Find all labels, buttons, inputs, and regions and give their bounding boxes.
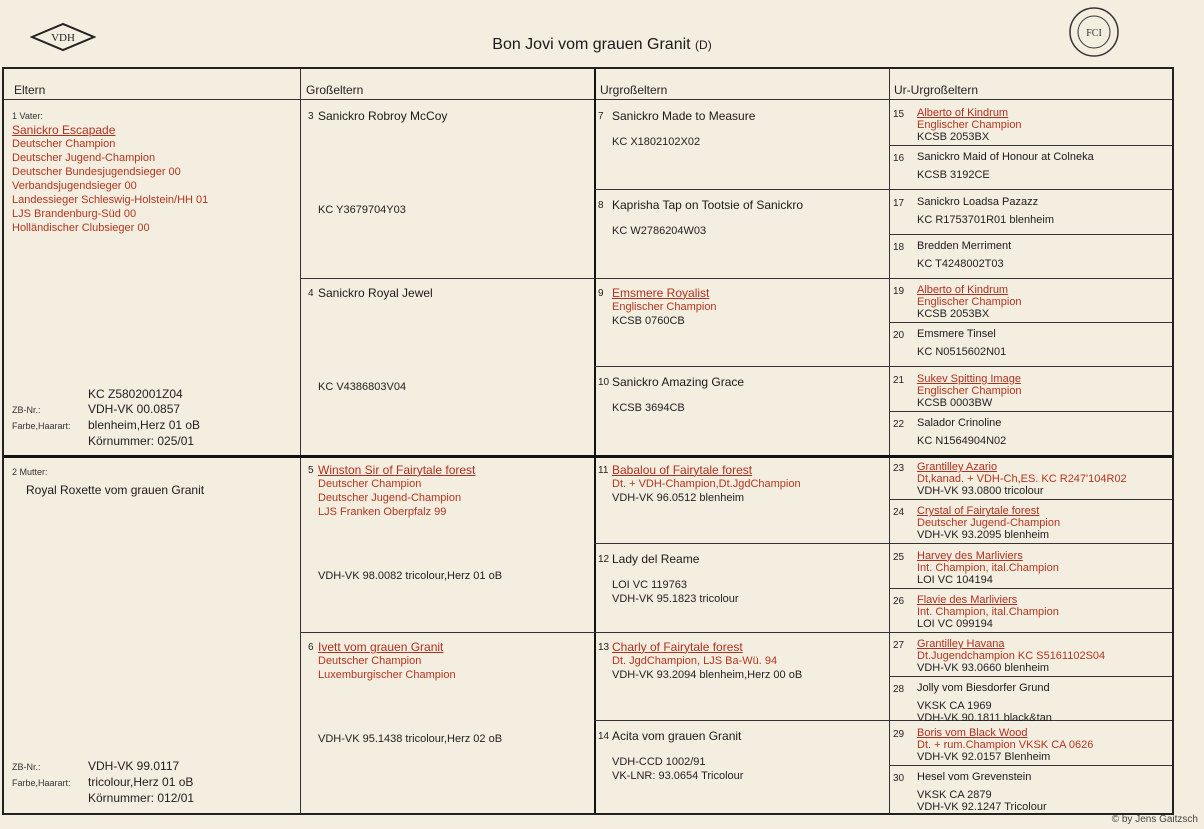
fci-seal <box>1062 6 1126 58</box>
ancestor-cell <box>612 463 882 505</box>
ancestor-title: Deutscher Jugend-Champion <box>917 517 1061 530</box>
row-divider <box>889 499 1172 500</box>
ancestor-cell <box>318 286 588 394</box>
ancestor-title: Deutscher Champion <box>318 655 422 667</box>
ancestor-cell <box>318 109 588 217</box>
registration-number: KCSB 0003BW <box>917 396 993 409</box>
ancestor-name: Boris vom Black Wood <box>917 726 1028 739</box>
dam-zb-number: VDH-VK 99.0117 <box>88 759 180 773</box>
ancestor-title: Englischer Champion <box>612 301 717 313</box>
ancestor-cell <box>917 505 1172 541</box>
ancestor-title: Englischer Champion <box>917 384 1022 397</box>
ancestor-name: Grantilley Havana <box>917 638 1005 650</box>
registration-number: VDH-VK 93.0800 tricolour <box>917 485 1044 497</box>
ancestor-title: Englischer Champion <box>917 119 1022 131</box>
ancestor-title: Deutscher Champion <box>318 478 422 490</box>
sire-title: Deutscher Champion <box>12 138 116 150</box>
registration-number: VDH-VK 95.1823 tricolour <box>612 592 739 605</box>
ancestor-name: Kaprisha Tap on Tootsie of Sanickro <box>612 197 804 212</box>
ancestor-registration <box>612 401 882 415</box>
zb-label: ZB-Nr.: <box>12 405 41 415</box>
registration-number: VDH-VK 96.0512 blenheim <box>612 492 745 504</box>
registration-number: VKSK CA 2879 <box>917 788 992 801</box>
ancestor-number: 8 <box>598 199 604 211</box>
ancestor-number: 9 <box>598 288 604 299</box>
column-header-urgrosseltern: Urgroßeltern <box>600 83 668 97</box>
column-divider <box>594 69 596 813</box>
sire-name: Sanickro Escapade <box>12 123 116 137</box>
pedigree-table <box>2 67 1174 815</box>
registration-number: KC R1753701R01 blenheim <box>917 213 1054 226</box>
ancestor-number: 4 <box>308 288 314 299</box>
ancestor-registration <box>612 668 882 682</box>
ancestor-cell <box>917 550 1172 586</box>
row-divider <box>300 632 1172 633</box>
ancestor-cell <box>917 151 1172 181</box>
sire-registration <box>12 387 297 449</box>
registration-number: VDH-VK 95.1438 tricolour,Herz 02 oB <box>318 733 503 745</box>
sire-kc-number: KC Z5802001Z04 <box>88 387 183 401</box>
registration-number: KC X1802102X02 <box>612 136 701 148</box>
sire-koernummer: Körnummer: 025/01 <box>88 434 195 448</box>
row-divider <box>594 189 1172 190</box>
registration-number: KCSB 3694CB <box>612 401 685 414</box>
ancestor-registration <box>917 700 1172 724</box>
registration-number: VDH-VK 90.1811 black&tan <box>917 712 1052 725</box>
row-divider <box>889 411 1172 412</box>
column-divider <box>889 69 890 813</box>
ancestor-cell <box>612 640 882 682</box>
ancestor-title: Englischer Champion <box>917 296 1022 308</box>
ancestor-cell <box>917 328 1172 358</box>
sire-zb-number: VDH-VK 00.0857 <box>88 402 181 416</box>
dam-name: Royal Roxette vom grauen Granit <box>26 483 205 497</box>
row-divider <box>889 322 1172 323</box>
ancestor-name: Grantilley Azario <box>917 461 998 473</box>
ancestor-name: Flavie des Marliviers <box>917 593 1018 606</box>
row-divider <box>300 278 1172 279</box>
ancestor-registration <box>612 224 882 238</box>
ancestor-number: 3 <box>308 111 314 122</box>
ancestor-number: 11 <box>598 465 609 476</box>
ancestor-registration <box>917 397 1172 409</box>
ancestor-registration <box>917 435 1172 447</box>
ancestor-number: 20 <box>893 330 905 342</box>
ancestor-number: 15 <box>893 109 905 120</box>
ancestor-registration <box>612 314 882 328</box>
ancestor-name: Charly of Fairytale forest <box>612 640 743 654</box>
ancestor-registration <box>917 618 1172 630</box>
ancestor-registration <box>917 169 1172 181</box>
registration-number: VDH-VK 93.2094 blenheim,Herz 00 oB <box>612 669 803 681</box>
sire-title: LJS Brandenburg-Süd 00 <box>12 208 137 220</box>
row-divider <box>889 234 1172 235</box>
ancestor-number: 25 <box>893 551 905 563</box>
sire-title: Deutscher Bundesjugendsieger 00 <box>12 166 181 178</box>
fci-seal-text: FCI <box>1086 28 1102 39</box>
registration-number: VDH-CCD 1002/91 <box>612 755 706 768</box>
registration-number: KC N0515602N01 <box>917 346 1007 359</box>
ancestor-registration <box>917 789 1172 813</box>
ancestor-name: Sukev Spitting Image <box>917 372 1021 385</box>
ancestor-number: 29 <box>893 728 905 740</box>
ancestor-title: Dt.Jugendchampion KC S5161102S04 <box>917 650 1106 662</box>
ancestor-number: 24 <box>893 507 905 519</box>
ancestor-name: Sanickro Loadsa Pazazz <box>917 195 1039 208</box>
ancestor-name: Sanickro Amazing Grace <box>612 374 745 389</box>
ancestor-registration <box>612 755 882 783</box>
ancestor-cell <box>917 638 1172 674</box>
dam-cell <box>12 465 292 497</box>
ancestor-name: Ivett vom grauen Granit <box>318 640 444 654</box>
sire-title: Deutscher Jugend-Champion <box>12 152 156 164</box>
ancestor-name: Sanickro Made to Measure <box>612 109 756 123</box>
ancestor-registration <box>917 308 1172 320</box>
ancestor-name: Emsmere Tinsel <box>917 328 996 341</box>
ancestor-cell <box>917 196 1172 226</box>
ancestor-registration <box>612 135 882 149</box>
ancestor-cell <box>612 198 882 238</box>
ancestor-name: Sanickro Robroy McCoy <box>318 109 448 123</box>
registration-number: LOI VC 119763 <box>612 578 688 591</box>
ancestor-number: 30 <box>893 772 905 784</box>
column-divider <box>300 69 301 813</box>
ancestor-name: Emsmere Royalist <box>612 286 710 300</box>
ancestor-title: Int. Champion, ital.Champion <box>917 561 1059 574</box>
ancestor-registration <box>917 131 1172 143</box>
registration-number: KC N1564904N02 <box>917 434 1007 447</box>
ancestor-cell <box>318 463 588 583</box>
ancestor-name: Jolly vom Biesdorfer Grund <box>917 682 1050 695</box>
ancestor-registration <box>917 485 1172 497</box>
registration-number: KC T4248002T03 <box>917 257 1004 270</box>
ancestor-name: Hesel vom Grevenstein <box>917 770 1032 783</box>
ancestor-registration <box>917 258 1172 270</box>
ancestor-registration <box>318 569 588 583</box>
registration-number: VKSK CA 1969 <box>917 700 992 713</box>
ancestor-name: Sanickro Royal Jewel <box>318 286 433 300</box>
ancestor-registration <box>917 751 1172 763</box>
ancestor-number: 18 <box>893 241 905 253</box>
registration-number: VDH-VK 98.0082 tricolour,Herz 01 oB <box>318 570 503 582</box>
column-header-grosseltern: Großeltern <box>306 83 364 97</box>
ancestor-title: Dt,kanad. + VDH-Ch,ES. KC R247'104R02 <box>917 473 1127 485</box>
registration-number: KCSB 3192CE <box>917 169 990 182</box>
registration-number: VDH-VK 92.0157 Blenheim <box>917 750 1051 763</box>
ancestor-number: 16 <box>893 153 905 165</box>
ancestor-number: 27 <box>893 640 905 651</box>
column-header-ur-urgrosseltern: Ur-Urgroßeltern <box>894 83 979 97</box>
row-divider <box>594 543 1172 544</box>
ancestor-number: 13 <box>598 642 610 653</box>
ancestor-name: Harvey des Marliviers <box>917 549 1023 562</box>
dam-color: tricolour,Herz 01 oB <box>88 775 194 789</box>
row-divider <box>594 366 1172 367</box>
ancestor-registration <box>917 214 1172 226</box>
ancestor-name: Salador Crinoline <box>917 416 1002 429</box>
ancestor-cell <box>612 552 882 606</box>
registration-number: KCSB 2053BX <box>917 131 990 143</box>
ancestor-number: 23 <box>893 463 905 474</box>
country-code: (D) <box>695 38 712 52</box>
sire-label: 1 Vater: <box>12 111 43 121</box>
sire-dam-divider <box>4 455 1172 458</box>
ancestor-number: 19 <box>893 286 905 297</box>
vdh-logo-text: VDH <box>51 32 75 44</box>
sire-title: Holländischer Clubsieger 00 <box>12 222 150 234</box>
ancestor-registration <box>318 732 588 746</box>
ancestor-cell <box>612 286 882 328</box>
ancestor-number: 7 <box>598 111 604 122</box>
zb-label: ZB-Nr.: <box>12 762 41 772</box>
ancestor-title: Dt. + VDH-Champion,Dt.JgdChampion <box>612 478 801 490</box>
column-header-eltern: Eltern <box>14 83 46 97</box>
dam-registration <box>12 759 297 806</box>
ancestor-name: Winston Sir of Fairytale forest <box>318 463 476 477</box>
registration-number: KCSB 0760CB <box>612 315 685 327</box>
ancestor-title: Luxemburgischer Champion <box>318 669 456 681</box>
dam-koernummer: Körnummer: 012/01 <box>88 791 195 805</box>
ancestor-registration <box>917 529 1172 541</box>
ancestor-number: 17 <box>893 197 905 209</box>
ancestor-cell <box>917 107 1172 143</box>
ancestor-cell <box>917 417 1172 447</box>
ancestor-number: 5 <box>308 465 314 476</box>
registration-number: VDH-VK 93.2095 blenheim <box>917 529 1050 542</box>
sire-title: Landessieger Schleswig-Holstein/HH 01 <box>12 194 209 206</box>
registration-number: LOI VC 104194 <box>917 573 993 586</box>
ancestor-name: Crystal of Fairytale forest <box>917 505 1040 518</box>
registration-number: KC V4386803V04 <box>318 381 407 393</box>
ancestor-name: Acita vom grauen Granit <box>612 728 742 743</box>
ancestor-name: Bredden Merriment <box>917 239 1012 252</box>
ancestor-number: 6 <box>308 642 314 653</box>
ancestor-cell <box>612 109 882 149</box>
row-divider <box>889 676 1172 677</box>
ancestor-cell <box>917 594 1172 630</box>
sire-color: blenheim,Herz 01 oB <box>88 418 201 432</box>
ancestor-name: Babalou of Fairytale forest <box>612 463 753 477</box>
registration-number: VK-LNR: 93.0654 Tricolour <box>612 769 744 782</box>
ancestor-cell <box>917 284 1172 320</box>
sire-title: Verbandsjugendsieger 00 <box>12 180 137 192</box>
ancestor-number: 12 <box>598 553 610 565</box>
ancestor-cell <box>917 682 1172 724</box>
header-divider <box>4 99 1172 100</box>
row-divider <box>889 765 1172 766</box>
ancestor-registration <box>917 662 1172 674</box>
ancestor-number: 14 <box>598 730 610 742</box>
ancestor-cell <box>318 640 588 746</box>
registration-number: KC Y3679704Y03 <box>318 204 406 216</box>
ancestor-registration <box>612 578 882 606</box>
registration-number: KC W2786204W03 <box>612 224 707 237</box>
ancestor-cell <box>612 729 882 783</box>
ancestor-number: 22 <box>893 418 905 430</box>
ancestor-registration <box>318 203 588 217</box>
ancestor-number: 26 <box>893 595 905 607</box>
registration-number: KCSB 2053BX <box>917 308 990 320</box>
ancestor-number: 28 <box>893 684 905 696</box>
ancestor-cell <box>917 240 1172 270</box>
ancestor-title: Dt. + rum.Champion VKSK CA 0626 <box>917 738 1094 751</box>
ancestor-cell <box>917 771 1172 813</box>
registration-number: VDH-VK 93.0660 blenheim <box>917 662 1050 674</box>
color-label: Farbe,Haarart: <box>12 778 71 788</box>
ancestor-registration <box>917 346 1172 358</box>
row-divider <box>889 145 1172 146</box>
ancestor-name: Lady del Reame <box>612 551 700 566</box>
ancestor-name: Sanickro Maid of Honour at Colneka <box>917 151 1094 164</box>
row-divider <box>889 588 1172 589</box>
ancestor-cell <box>917 461 1172 497</box>
registration-number: VDH-VK 92.1247 Tricolour <box>917 800 1047 813</box>
ancestor-cell <box>917 373 1172 409</box>
ancestor-cell <box>917 727 1172 763</box>
pedigree-title <box>0 36 1204 54</box>
ancestor-registration <box>318 380 588 394</box>
dog-name: Bon Jovi vom grauen Granit <box>492 36 691 53</box>
registration-number: LOI VC 099194 <box>917 617 993 630</box>
photo-credit: © by Jens Gaitzsch <box>1111 814 1198 825</box>
ancestor-title: LJS Franken Oberpfalz 99 <box>318 506 447 518</box>
ancestor-registration <box>917 574 1172 586</box>
ancestor-cell <box>612 375 882 415</box>
ancestor-number: 21 <box>893 374 905 386</box>
ancestor-name: Alberto of Kindrum <box>917 284 1009 296</box>
ancestor-title: Int. Champion, ital.Champion <box>917 605 1059 618</box>
color-label: Farbe,Haarart: <box>12 421 71 431</box>
sire-cell <box>12 109 292 235</box>
ancestor-name: Alberto of Kindrum <box>917 107 1009 119</box>
ancestor-registration <box>612 491 882 505</box>
ancestor-number: 10 <box>598 376 610 388</box>
ancestor-title: Dt. JgdChampion, LJS Ba-Wü. 94 <box>612 655 778 667</box>
ancestor-title: Deutscher Jugend-Champion <box>318 492 462 504</box>
dam-label: 2 Mutter: <box>12 467 48 477</box>
